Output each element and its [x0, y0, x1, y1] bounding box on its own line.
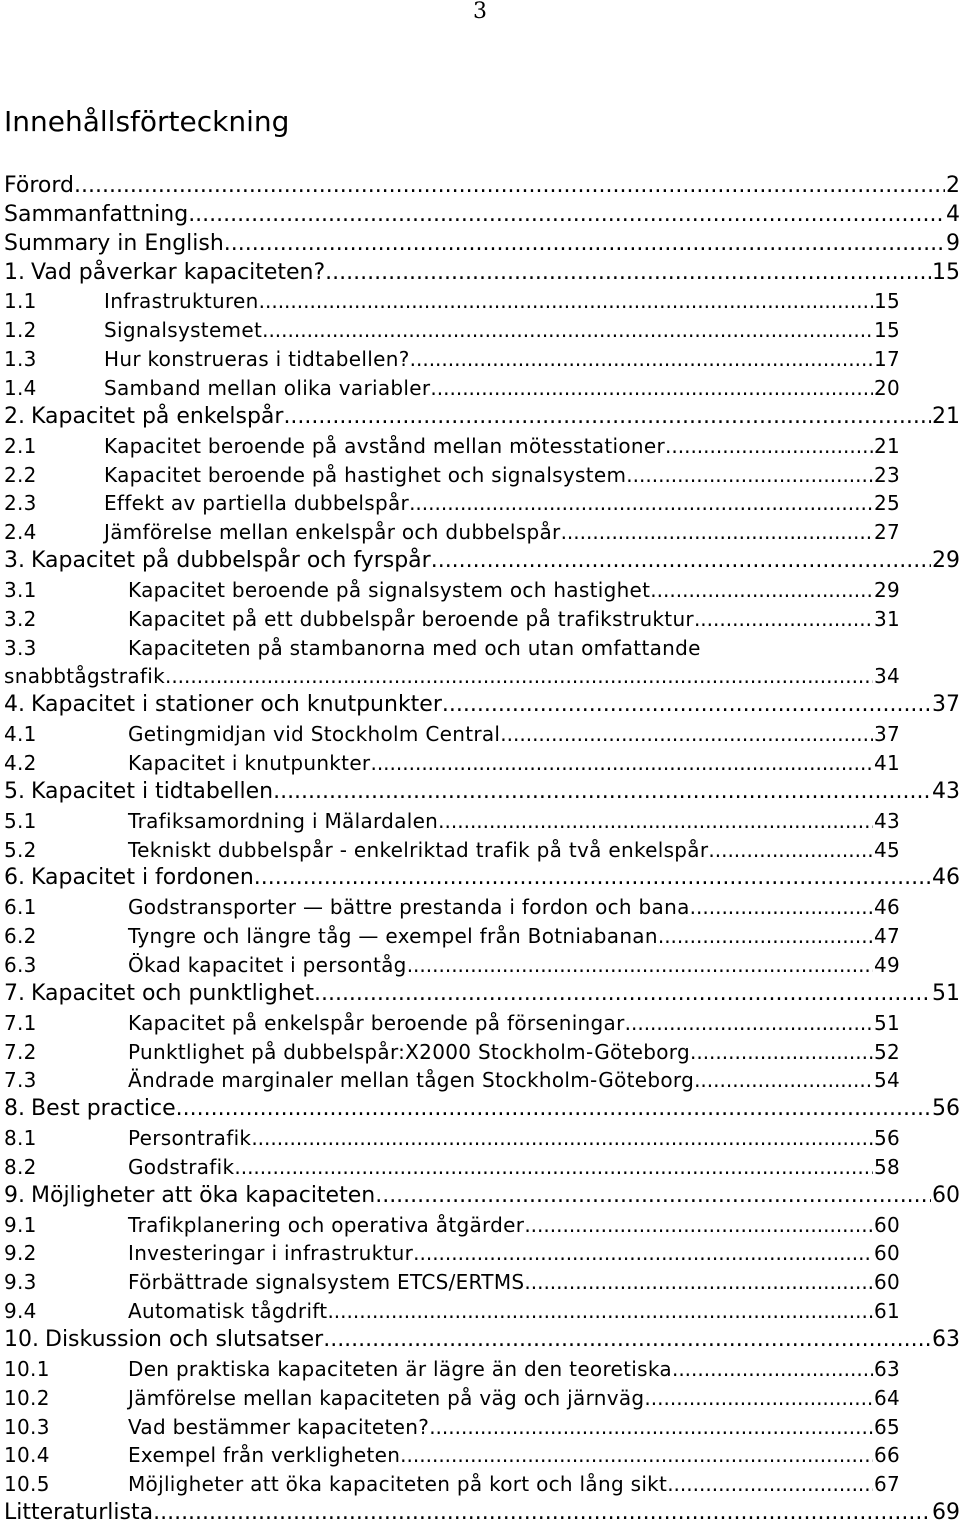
toc-entry-page: 31	[873, 606, 900, 631]
toc-entry-number: 10.2	[4, 1385, 50, 1410]
dot-leader	[153, 1499, 931, 1527]
toc-entry-page: 37	[873, 722, 900, 747]
toc-entry-title: Kapacitet på enkelspår beroende på förseningar	[128, 1010, 625, 1035]
dot-leader	[327, 1297, 873, 1325]
toc-entry-number: 1.2	[4, 318, 37, 343]
toc-entry-page: 66	[873, 1443, 900, 1468]
toc-entry-page: 29	[873, 577, 900, 602]
toc-entry-page: 56	[873, 1126, 900, 1151]
dot-leader	[323, 1326, 931, 1354]
toc-entry-title: Ändrade marginaler mellan tågen Stockholm-Göteborg	[128, 1068, 695, 1093]
dot-leader	[672, 1355, 873, 1383]
toc-entry[interactable]	[4, 836, 900, 864]
toc-entry[interactable]	[4, 547, 960, 575]
toc-entry-title: Automatisk tågdrift	[128, 1299, 328, 1324]
toc-entry[interactable]	[4, 1066, 900, 1094]
toc-entry-page: 20	[873, 375, 900, 400]
toc-entry-page: 60	[873, 1270, 900, 1295]
toc-entry[interactable]	[4, 1441, 900, 1469]
toc-entry[interactable]	[4, 1182, 960, 1210]
toc-entry-page: 21	[873, 433, 900, 458]
toc-entry-title: Trafiksamordning i Mälardalen	[128, 808, 439, 833]
toc-entry[interactable]	[4, 518, 900, 546]
toc-entry-title: Kapacitet beroende på hastighet och signalsystem	[104, 462, 627, 487]
toc-entry-title: Möjligheter att öka kapaciteten	[31, 1182, 376, 1208]
toc-entry-number: 3.2	[4, 606, 37, 631]
toc-entry-page: 43	[873, 808, 900, 833]
dot-leader	[176, 1095, 931, 1123]
toc-entry-title: Tekniskt dubbelspår - enkelriktad trafik på två enkelspår	[128, 837, 709, 862]
toc-entry[interactable]	[4, 1124, 900, 1152]
toc-entry-title: Förord	[4, 173, 74, 198]
toc-entry-page: 46	[873, 895, 900, 920]
toc-entry-title: Summary in English	[4, 230, 224, 256]
dot-leader	[690, 1038, 873, 1066]
toc-entry-page: 9	[946, 230, 960, 256]
toc-entry-page: 51	[932, 980, 960, 1006]
toc-entry-number: 9.2	[4, 1241, 37, 1266]
toc-entry-page: 2	[946, 173, 960, 198]
toc-entry[interactable]	[4, 172, 960, 200]
toc-entry-number: 3.	[4, 548, 25, 574]
toc-entry[interactable]	[4, 951, 900, 979]
toc-entry-title: Kapacitet i knutpunkter	[128, 751, 371, 775]
toc-entry[interactable]	[4, 1297, 900, 1325]
dot-leader	[644, 1384, 873, 1412]
toc-entry[interactable]	[4, 662, 900, 690]
toc-entry-page: 51	[873, 1010, 900, 1035]
toc-entry[interactable]	[4, 1211, 900, 1239]
toc-entry-page: 4	[946, 201, 960, 227]
toc-entry-number: 10.1	[4, 1356, 50, 1381]
toc-entry[interactable]	[4, 230, 960, 258]
toc-entry-title: Kapacitet beroende på avstånd mellan mötesstationer	[104, 433, 666, 458]
toc-entry-title: Diskussion och slutsatser	[45, 1327, 324, 1352]
toc-entry-title: Jämförelse mellan kapaciteten på väg och järnväg	[128, 1385, 645, 1410]
toc-entry-page: 45	[873, 837, 900, 862]
toc-entry-title: Förbättrade signalsystem ETCS/ERTMS	[128, 1270, 525, 1295]
toc-entry-page: 64	[873, 1385, 900, 1410]
toc-entry-title: Möjligheter att öka kapaciteten på kort och lång sikt	[128, 1472, 668, 1497]
toc-entry-page: 49	[873, 952, 900, 977]
toc-entry[interactable]	[4, 778, 960, 806]
toc-entry-page: 61	[873, 1299, 900, 1324]
toc-entry-page: 67	[873, 1472, 900, 1497]
toc-entry[interactable]	[4, 1239, 900, 1267]
toc-entry-title: Exempel från verkligheten	[128, 1443, 401, 1468]
toc-entry-title: Kapacitet beroende på signalsystem och hastighet	[128, 577, 651, 602]
toc-entry-number: 5.1	[4, 808, 37, 833]
toc-entry-number: 1.	[4, 259, 25, 285]
toc-entry-page: 46	[932, 865, 960, 891]
dot-leader	[694, 1066, 873, 1094]
toc-entry-page: 15	[873, 289, 900, 314]
toc-entry-page: 56	[932, 1096, 960, 1122]
toc-entry-number: 4.1	[4, 722, 37, 747]
dot-leader	[429, 1413, 873, 1441]
toc-entry[interactable]	[4, 432, 900, 460]
toc-entry-number: 7.1	[4, 1010, 37, 1035]
toc-entry-title: Persontrafik	[128, 1126, 252, 1151]
dot-leader	[165, 662, 873, 690]
toc-entry-title: Getingmidjan vid Stockholm Central	[128, 722, 501, 747]
dot-leader	[524, 1268, 873, 1296]
toc-entry-title: Best practice	[31, 1096, 176, 1122]
toc-entry[interactable]	[4, 489, 900, 517]
dot-leader	[665, 432, 873, 460]
toc-entry-number: 9.3	[4, 1270, 37, 1295]
toc-entry-number: 2.2	[4, 462, 37, 487]
toc-entry[interactable]	[4, 980, 960, 1008]
toc-entry-page: 54	[873, 1068, 900, 1093]
toc-entry-page: 63	[873, 1356, 900, 1381]
dot-leader	[74, 172, 945, 200]
toc-entry[interactable]	[4, 287, 900, 315]
toc-entry-number: 7.2	[4, 1039, 37, 1064]
toc-entry-number: 6.	[4, 865, 25, 891]
toc-entry[interactable]	[4, 1153, 900, 1181]
toc-entry[interactable]	[4, 461, 900, 489]
toc-entry[interactable]	[4, 1413, 900, 1441]
toc-entry-number: 9.4	[4, 1299, 37, 1324]
dot-leader	[658, 922, 873, 950]
toc-entry-title: Litteraturlista	[4, 1500, 154, 1526]
toc-entry-page: 15	[932, 259, 960, 285]
dot-leader	[407, 951, 873, 979]
toc-entry-title: Kapacitet i stationer och knutpunkter	[31, 692, 442, 718]
toc-entry-title: Kapacitet i tidtabellen	[31, 778, 274, 804]
toc-entry-page: 41	[873, 751, 900, 775]
toc-entry-number: 2.3	[4, 491, 37, 516]
toc-entry-number: 6.1	[4, 895, 37, 920]
dot-leader	[251, 1124, 873, 1152]
toc-entry[interactable]	[4, 259, 960, 287]
toc-entry-page: 60	[932, 1182, 960, 1208]
toc-entry-title: Godstrafik	[128, 1154, 235, 1179]
toc-entry-title: Kapacitet på enkelspår	[31, 403, 284, 429]
toc-entry-title: Jämförelse mellan enkelspår och dubbelspår	[104, 520, 561, 545]
toc-entry-number: 10.4	[4, 1443, 50, 1468]
toc-entry-title: Tyngre och längre tåg — exempel från Botniabanan	[128, 924, 658, 949]
toc-entry[interactable]	[4, 1009, 900, 1037]
toc-entry-number: 1.3	[4, 347, 37, 372]
toc-entry-title: Kapacitet och punktlighet	[31, 980, 314, 1006]
toc-entry-number: 9.1	[4, 1212, 37, 1237]
toc-entry-page: 52	[873, 1039, 900, 1064]
dot-leader	[438, 807, 873, 835]
toc-entry[interactable]	[4, 893, 900, 921]
dot-leader	[524, 1211, 873, 1239]
toc-entry-page: 37	[932, 692, 960, 718]
toc-entry[interactable]	[4, 1384, 900, 1412]
dot-leader	[409, 489, 873, 517]
dot-leader	[259, 287, 873, 315]
toc-entry[interactable]	[4, 576, 900, 604]
toc-entry-title: Signalsystemet	[104, 318, 263, 343]
toc-entry-title: Infrastrukturen	[104, 289, 259, 314]
toc-entry-number: 6.2	[4, 924, 37, 949]
toc-entry-page: 65	[873, 1414, 900, 1439]
toc-entry[interactable]	[4, 1470, 900, 1498]
dot-leader	[273, 778, 931, 806]
toc-entry-number: 8.1	[4, 1126, 37, 1151]
toc-entry-title: Kapaciteten på stambanorna med och utan omfattande	[128, 635, 701, 660]
dot-leader	[413, 1239, 873, 1267]
dot-leader	[625, 1009, 873, 1037]
toc-entry-title: Samband mellan olika variabler	[104, 375, 431, 400]
toc-entry-page: 34	[873, 664, 900, 689]
toc-entry[interactable]	[4, 691, 960, 719]
toc-entry-title: Godstransporter — bättre prestanda i fordon och bana	[128, 895, 690, 920]
toc-entry-number: 10.3	[4, 1414, 50, 1439]
dot-leader	[262, 316, 873, 344]
toc-entry-number: 3.3	[4, 635, 37, 660]
toc-entry-page: 21	[932, 403, 960, 429]
dot-leader	[400, 1441, 873, 1469]
toc-entry-page: 60	[873, 1212, 900, 1237]
toc-entry-number: 8.	[4, 1096, 25, 1122]
toc-entry-number: 9.	[4, 1182, 25, 1208]
dot-leader	[667, 1470, 873, 1498]
toc-entry-page: 27	[873, 520, 900, 545]
page-title: Innehållsförteckning	[4, 105, 290, 138]
dot-leader	[254, 864, 931, 892]
toc-entry-page: 47	[873, 924, 900, 949]
dot-leader	[561, 518, 873, 546]
dot-leader	[410, 345, 873, 373]
toc-entry-line[interactable]	[4, 634, 701, 662]
toc-entry-page: 43	[932, 778, 960, 804]
dot-leader	[325, 259, 931, 287]
toc-entry[interactable]	[4, 864, 960, 892]
toc-entry[interactable]	[4, 374, 900, 402]
dot-leader	[283, 403, 931, 431]
dot-leader	[188, 201, 945, 229]
toc-entry-number: 7.	[4, 980, 25, 1006]
toc-entry-number: 2.1	[4, 433, 37, 458]
toc-entry-title: Punktlighet på dubbelspår:X2000 Stockholm-Göteborg	[128, 1039, 690, 1064]
toc-entry[interactable]	[4, 922, 900, 950]
dot-leader	[708, 836, 873, 864]
toc-entry-number: 1.1	[4, 289, 37, 314]
toc-entry-page: 25	[873, 491, 900, 516]
toc-entry[interactable]	[4, 345, 900, 373]
dot-leader	[500, 720, 873, 748]
dot-leader	[224, 230, 945, 258]
toc-entry-number: 5.	[4, 778, 25, 804]
toc-entry-number: 2.	[4, 403, 25, 429]
toc-entry-number: 5.2	[4, 837, 37, 862]
toc-entry-page: 60	[873, 1241, 900, 1266]
toc-entry-title: Kapacitet på ett dubbelspår beroende på trafikstruktur	[128, 606, 694, 631]
dot-leader	[234, 1153, 873, 1181]
toc-entry[interactable]	[4, 807, 900, 835]
dot-leader	[430, 374, 873, 402]
toc-entry-number: 4.2	[4, 751, 37, 775]
toc-entry-number: 10.	[4, 1327, 39, 1352]
dot-leader	[314, 980, 931, 1008]
toc-entry-title-continued: snabbtågstrafik	[4, 664, 165, 689]
toc-entry-number: 7.3	[4, 1068, 37, 1093]
toc-entry[interactable]	[4, 1355, 900, 1383]
toc-entry-page: 69	[932, 1500, 960, 1526]
toc-entry-title: Vad bestämmer kapaciteten?	[128, 1414, 430, 1439]
toc-entry-number: 1.4	[4, 375, 37, 400]
dot-leader	[375, 1182, 931, 1210]
toc-entry[interactable]	[4, 1038, 900, 1066]
toc-entry[interactable]	[4, 720, 900, 748]
toc-entry-title: Effekt av partiella dubbelspår	[104, 491, 410, 516]
dot-leader	[650, 576, 873, 604]
toc-entry-title: Ökad kapacitet i persontåg	[128, 952, 407, 977]
toc-entry-page: 29	[932, 548, 960, 574]
toc-entry-title: Vad påverkar kapaciteten?	[31, 259, 326, 285]
toc-entry[interactable]	[4, 749, 900, 777]
toc-entry-page: 63	[932, 1327, 960, 1352]
toc-entry-page: 58	[873, 1154, 900, 1179]
dot-leader	[442, 691, 931, 719]
dot-leader	[626, 461, 873, 489]
toc-entry-number: 4.	[4, 692, 25, 718]
dot-leader	[694, 605, 873, 633]
toc-entry[interactable]	[4, 201, 960, 229]
toc-entry-title: Den praktiska kapaciteten är lägre än den teoretiska	[128, 1356, 672, 1381]
toc-entry[interactable]	[4, 1095, 960, 1123]
toc-entry-title: Sammanfattning	[4, 201, 189, 227]
toc-entry-title: Hur konstrueras i tidtabellen?	[104, 347, 410, 372]
toc-entry[interactable]	[4, 403, 960, 431]
toc-entry-title: Trafikplanering och operativa åtgärder	[128, 1212, 525, 1237]
dot-leader	[431, 547, 931, 575]
toc-entry-number: 6.3	[4, 952, 37, 977]
toc-entry-number: 10.5	[4, 1472, 50, 1497]
toc-entry-title: Kapacitet på dubbelspår och fyrspår	[31, 548, 431, 574]
toc-entry-page: 23	[873, 462, 900, 487]
toc-entry[interactable]	[4, 1326, 960, 1354]
dot-leader	[690, 893, 873, 921]
page-number: 3	[473, 0, 487, 24]
toc-entry-page: 15	[873, 318, 900, 343]
toc-entry[interactable]	[4, 1499, 960, 1527]
dot-leader	[370, 749, 872, 777]
toc-entry-number: 2.4	[4, 520, 37, 545]
toc-entry-number: 8.2	[4, 1154, 37, 1179]
toc-entry[interactable]	[4, 316, 900, 344]
toc-entry[interactable]	[4, 1268, 900, 1296]
toc-entry-page: 17	[873, 347, 900, 372]
toc-entry-title: Kapacitet i fordonen	[31, 865, 254, 891]
toc-entry-number: 3.1	[4, 577, 37, 602]
toc-entry[interactable]	[4, 605, 900, 633]
toc-entry-title: Investeringar i infrastruktur	[128, 1241, 414, 1266]
